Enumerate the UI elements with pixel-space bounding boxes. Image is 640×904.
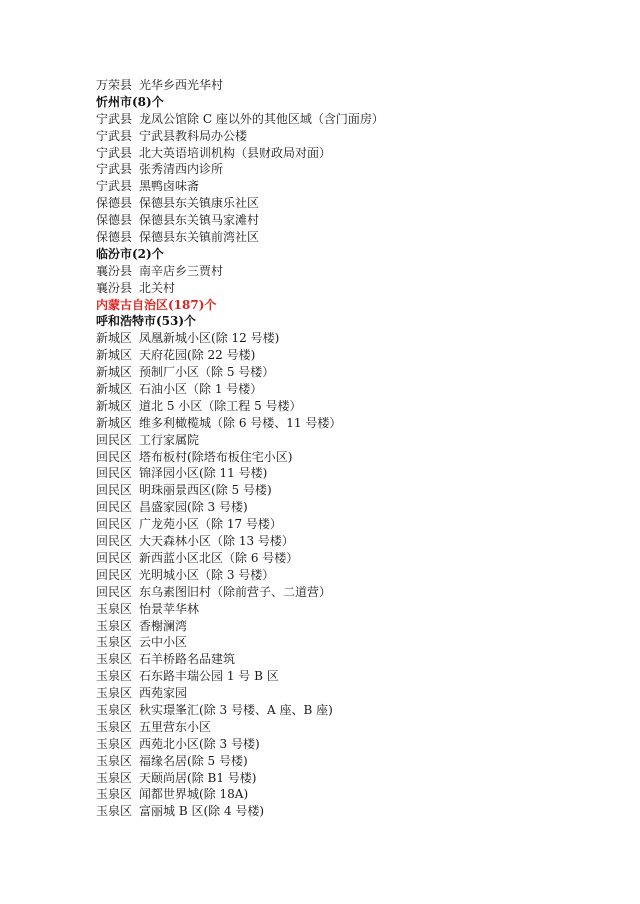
location-name: 石羊桥路名品建筑 [139,652,236,667]
location-name: 明珠丽景西区(除 5 号楼) [139,483,272,498]
location-name: 龙凤公馆除 C 座以外的其他区域（含门面房） [139,111,384,126]
location-name: 保德县东关镇马家滩村 [139,213,260,228]
location-name: 宁武县教科局办公楼 [139,128,248,143]
location-name: 工行家属院 [139,432,200,447]
district-name: 回民区 [96,550,133,565]
list-item [96,381,616,398]
list-item [96,161,616,178]
list-item [96,263,616,280]
list-item [96,516,616,533]
list-item [96,770,616,787]
location-name: 石东路丰瑞公园 1 号 B 区 [139,669,279,684]
district-name: 玉泉区 [96,736,133,751]
list-item [96,178,616,195]
district-name: 回民区 [96,449,133,464]
district-name: 玉泉区 [96,719,133,734]
list-item [96,280,616,297]
list-item [96,719,616,736]
list-item [96,465,616,482]
list-item [96,702,616,719]
location-name: 东乌素图旧村（除前营子、二道营） [139,584,332,599]
location-name: 塔布板村(除塔布板住宅小区) [139,449,293,464]
district-name: 新城区 [96,365,133,380]
district-name: 回民区 [96,584,133,599]
district-name: 回民区 [96,567,133,582]
list-item [96,584,616,601]
list-item [96,229,616,246]
location-name: 闻都世界城(除 18A) [139,787,249,802]
list-item [96,398,616,415]
list-item [96,482,616,499]
location-name: 维多利橄榄城（除 6 号楼、11 号楼） [139,415,342,430]
district-name: 宁武县 [96,128,133,143]
location-name: 西苑家园 [139,686,188,701]
district-name: 保德县 [96,213,133,228]
district-name: 玉泉区 [96,635,133,650]
list-item [96,364,616,381]
list-item [96,111,616,128]
district-name: 宁武县 [96,145,133,160]
list-item [96,618,616,635]
list-item [96,449,616,466]
list-item [96,432,616,449]
list-item [96,550,616,567]
location-name: 昌盛家园(除 3 号楼) [139,500,248,515]
location-name: 石油小区（除 1 号楼） [139,382,263,397]
district-name: 玉泉区 [96,804,133,819]
location-name: 光明城小区（除 3 号楼） [139,567,275,582]
district-name: 回民区 [96,500,133,515]
location-name: 西苑北小区(除 3 号楼) [139,736,260,751]
location-name: 黑鸭卤味斋 [139,179,200,194]
location-name: 富丽城 B 区(除 4 号楼) [139,804,265,819]
district-name: 新城区 [96,348,133,363]
location-name: 天府花园(除 22 号楼) [139,348,256,363]
district-name: 回民区 [96,534,133,549]
district-name: 玉泉区 [96,702,133,717]
list-item [96,601,616,618]
district-name: 玉泉区 [96,601,133,616]
location-name: 凤凰新城小区(除 12 号楼) [139,331,280,346]
list-item [96,499,616,516]
district-name: 回民区 [96,517,133,532]
district-name: 玉泉区 [96,652,133,667]
district-name: 玉泉区 [96,770,133,785]
district-name: 回民区 [96,483,133,498]
list-item [96,145,616,162]
location-name: 北关村 [139,280,176,295]
location-name: 天颐尚居(除 B1 号楼) [139,770,257,785]
list-item [96,786,616,803]
location-name: 保德县东关镇康乐社区 [139,196,260,211]
list-item [96,753,616,770]
location-name: 保德县东关镇前湾社区 [139,230,260,245]
location-name: 五里营东小区 [139,719,212,734]
list-item [96,195,616,212]
list-item [96,415,616,432]
section-heading: 呼和浩特市(53)个 [96,314,197,329]
document-page [96,77,616,820]
list-item [96,77,616,94]
location-name: 大天森林小区（除 13 号楼） [139,534,294,549]
list-item [96,736,616,753]
district-name: 宁武县 [96,111,133,126]
district-name: 襄汾县 [96,280,133,295]
list-item [96,330,616,347]
location-name: 张秀清西内诊所 [139,162,224,177]
location-name: 云中小区 [139,635,188,650]
list-item [96,212,616,229]
district-name: 襄汾县 [96,263,133,278]
location-name: 北大英语培训机构（县财政局对面） [139,145,332,160]
district-name: 回民区 [96,432,133,447]
list-item [96,347,616,364]
list-item [96,533,616,550]
district-name: 万荣县 [96,78,133,92]
district-name: 玉泉区 [96,669,133,684]
district-name: 新城区 [96,398,133,413]
district-name: 保德县 [96,230,133,245]
section-heading: 内蒙古自治区(187)个 [96,297,217,312]
location-name: 广龙苑小区（除 17 号楼） [139,517,282,532]
section-heading: 临汾市(2)个 [96,246,164,261]
district-name: 玉泉区 [96,686,133,701]
list-item [96,685,616,702]
district-name: 回民区 [96,466,133,481]
district-name: 宁武县 [96,179,133,194]
list-item [96,668,616,685]
district-name: 新城区 [96,415,133,430]
location-name: 福缘名居(除 5 号楼) [139,753,248,768]
list-item [96,128,616,145]
location-name: 秋实璟峯汇(除 3 号楼、A 座、B 座) [139,702,333,717]
list-item [96,634,616,651]
district-name: 新城区 [96,331,133,346]
district-name: 玉泉区 [96,787,133,802]
location-name: 预制厂小区（除 5 号楼） [139,365,275,380]
district-name: 玉泉区 [96,753,133,768]
list-item [96,803,616,820]
location-name: 新西蓝小区北区（除 6 号楼） [139,550,299,565]
district-name: 宁武县 [96,162,133,177]
district-name: 保德县 [96,196,133,211]
district-name: 新城区 [96,382,133,397]
location-name: 光华乡西光华村 [139,78,224,92]
location-name: 南辛店乡三贾村 [139,263,224,278]
location-name: 道北 5 小区（除工程 5 号楼） [139,398,302,413]
location-name: 怡景苹华林 [139,601,200,616]
district-name: 玉泉区 [96,618,133,633]
location-name: 锦泽园小区(除 11 号楼) [139,466,268,481]
list-item [96,651,616,668]
location-name: 香榭澜湾 [139,618,188,633]
section-heading: 忻州市(8)个 [96,94,164,109]
list-item [96,567,616,584]
